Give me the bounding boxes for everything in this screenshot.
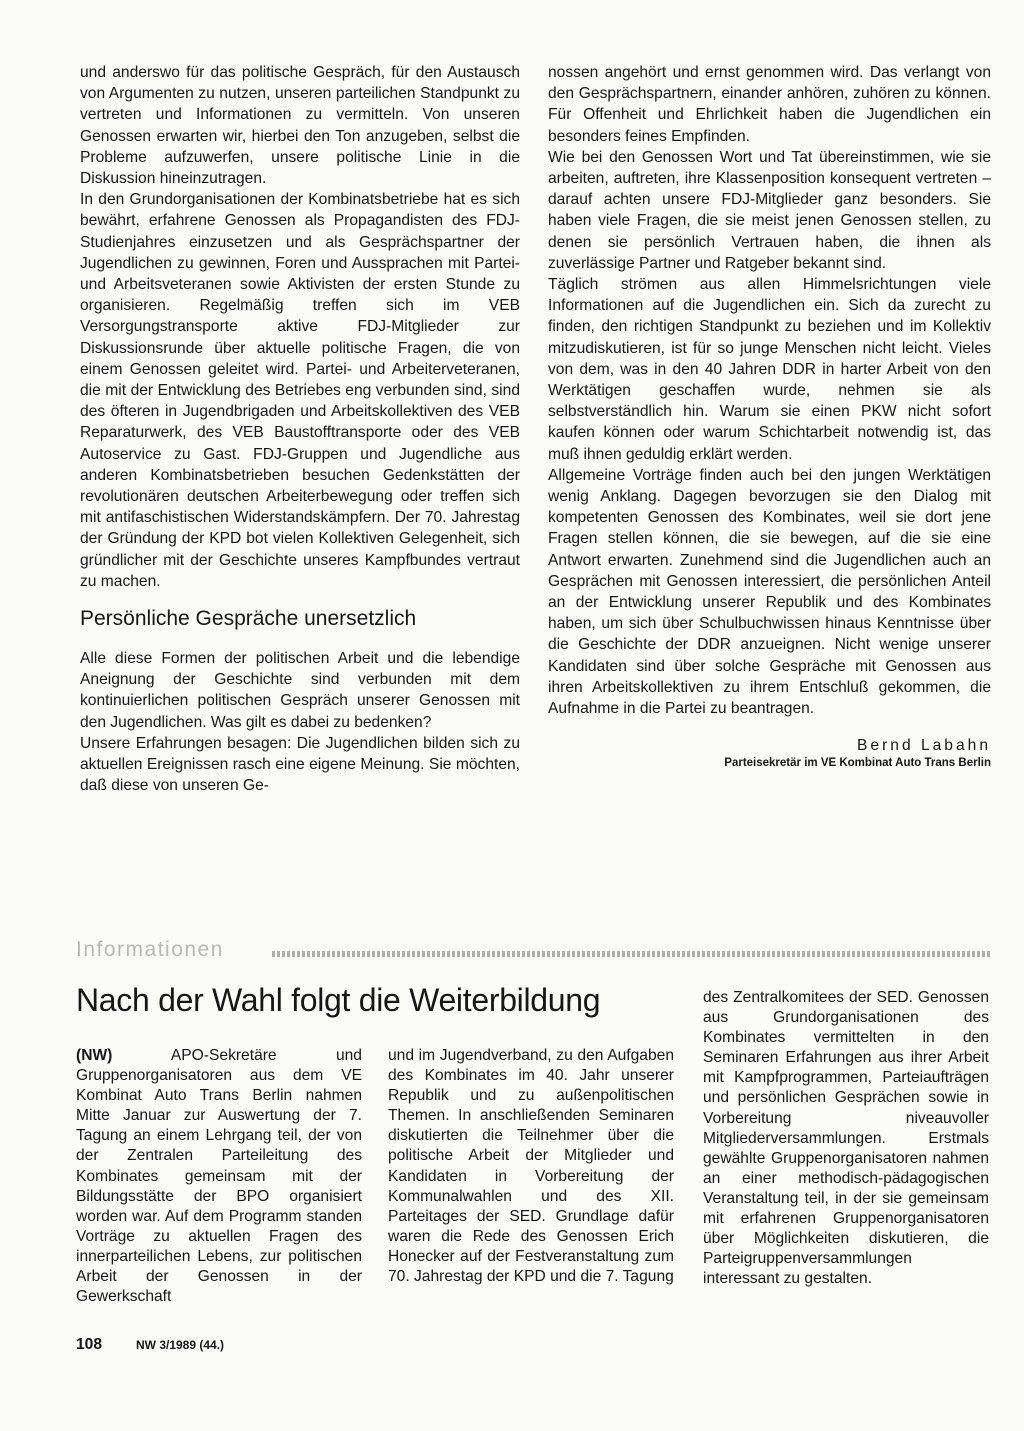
page-footer: [76, 1336, 476, 1360]
body-paragraph: Unsere Erfahrungen besagen: Die Jugendlichen bilden sich zu aktuellen Ereignissen rasch eine eigene Meinung. Sie möchten, daß diese von unseren Ge-: [80, 734, 520, 795]
body-paragraph: und anderswo für das politische Gespräch, für den Austausch von Argumenten zu nutzen, unseren parteilichen Standpunkt zu vertreten und Informationen zu vermitteln. Von unseren Genossen erwarten wir, hierbei den Ton anzugeben, selbst die Probleme aufzuwerfen, unsere politische Linie in die Diskussion hineinzutragen.: [80, 64, 520, 188]
issue-label: NW 3/1989 (44.): [136, 1338, 225, 1352]
body-paragraph: Alle diese Formen der politischen Arbeit und die lebendige Aneignung der Geschichte sind verbunden mit dem kontinuierlichen politischen Gespräch unserer Genossen mit den Jugendlichen. Was gilt es dabei zu bedenken?: [80, 650, 520, 731]
body-paragraph: [76, 1046, 362, 1307]
author-role: Parteisekretär im VE Kombinat Auto Trans Berlin: [724, 757, 991, 770]
source-tag: (NW): [76, 1047, 113, 1064]
article-right-column: [548, 62, 991, 769]
article-headline: Nach der Wahl folgt die Weiterbildung: [76, 982, 601, 1018]
page-number: 108: [76, 1336, 103, 1353]
section-subheading: Persönliche Gespräche unersetzlich: [80, 607, 417, 631]
body-paragraph: Allgemeine Vorträge finden auch bei den jungen Werktätigen wenig Anklang. Dagegen bevorzugen sie den Dialog mit kompetenten Genossen des Kombinates, weil sie dort jene Fragen stellen können, die sie bewegen, auf die sie eine Antwort erwarten. Zunehmend sind die Jugendlichen auch an Gesprächen mit Genossen interessiert, die persönlichen Anteil an der Entwicklung unserer Republik und des Kombinates haben, um sich über Schulbuchwissen hinaus Kenntnisse über die Geschichte der DDR anzueignen. Nicht wenige unserer Kandidaten sind über solche Gespräche mit Genossen aus ihren Arbeitskollektiven zu ihrem Entschluß gekommen, die Aufnahme in die Partei zu beantragen.: [548, 466, 991, 718]
column-text: APO-Sekretäre und Gruppenorganisatoren aus dem VE Kombinat Auto Trans Berlin nahmen Mitte Januar zur Auswertung der 7. Tagung an einem Lehrgang teil, der von der Zentralen Parteileitung des Kombinates gemeinsam mit der Bildungsstätte der BPO organisiert worden war. Auf dem Programm standen Vorträge zu aktuellen Fragen des innerparteilichen Lebens, zur politischen Arbeit der Genossen in der Gewerkschaft: [76, 1047, 362, 1306]
news-column-1: [76, 1046, 362, 1307]
author-name: Bernd Labahn: [857, 737, 991, 755]
body-paragraph: und im Jugendverband, zu den Aufgaben des Kombinates im 40. Jahr unserer Republik und zu außenpolitischen Themen. In anschließenden Seminaren diskutierten die Teilnehmer über die politische Arbeit der Mitglieder und Kandidaten in Vorbereitung der Kommunalwahlen und des XII. Parteitages der SED. Grundlage dafür waren die Rede des Genossen Erich Honecker auf der Festveranstaltung zum 70. Jahrestag der KPD und die 7. Tagung: [388, 1047, 674, 1286]
news-column-2: [388, 1046, 674, 1287]
body-paragraph: des Zentralkomitees der SED. Genossen aus Grundorganisationen des Kombinates vermittelten in den Seminaren Erfahrungen aus ihrer Arbeit mit Kampfprogrammen, Parteiaufträgen und persönlichen Gesprächen sowie in Vorbereitung niveauvoller Mitgliederversammlungen. Erstmals gewählte Gruppenorganisatoren nahmen an einer methodisch-pädagogischen Veranstaltung teil, in der sie gemeinsam mit erfahrenen Gruppenorganisatoren über Möglichkeiten diskutieren, die Parteigruppenversammlungen interessant zu gestalten.: [703, 989, 989, 1288]
body-paragraph: Wie bei den Genossen Wort und Tat übereinstimmen, wie sie arbeiten, auftreten, ihre Klassenposition konsequent vertreten – darauf achten unsere FDJ-Mitglieder ganz besonders. Sie haben viele Fragen, die sie meist jenen Genossen stellen, zu denen sie persönlich Vertrauen haben, die ihnen als zuverlässige Partner und Ratgeber bekannt sind.: [548, 148, 991, 272]
section-label: Informationen: [76, 938, 224, 961]
body-paragraph: Täglich strömen aus allen Himmelsrichtungen viele Informationen auf die Jugendlichen ein. Sich da zurecht zu finden, den richtigen Standpunkt zu beziehen und im Kollektiv mitzudiskutieren, ist für so junge Menschen nicht leicht. Vieles von dem, was in den 40 Jahren DDR in harter Arbeit von den Werktätigen geschaffen wurde, nehmen sie als selbstverständlich hin. Warum sie einen PKW nicht sofort kaufen können oder warum Schichtarbeit notwendig ist, das muß ihnen geduldig erklärt werden.: [548, 276, 991, 463]
divider-rule: [272, 951, 992, 957]
body-paragraph: In den Grundorganisationen der Kombinatsbetriebe hat es sich bewährt, erfahrene Genossen als Propagandisten des FDJ-Studienjahres einzusetzen und als Gesprächspartner der Jugendlichen zu gewinnen, Foren und Aussprachen mit Partei- und Arbeitsveteranen sowie Aktivisten der ersten Stunde zu organisieren. Regelmäßig treffen sich im VEB Versorgungstransporte aktive FDJ-Mitglieder zur Diskussionsrunde über aktuelle politische Fragen, die von einem Genossen geleitet wird. Partei- und Arbeiterveteranen, die mit der Entwicklung des Betriebes eng verbunden sind, sind des öfteren in Jugendbrigaden und Arbeitskollektiven des VEB Reparaturwerk, des VEB Baustofftransporte oder des VEB Autoservice zu Gast. FDJ-Gruppen und Jugendliche aus anderen Kombinatsbetrieben besuchen Gedenkstätten der revolutionären deutschen Arbeiterbewegung oder treffen sich mit antifaschistischen Widerstandskämpfern. Der 70. Jahrestag der Gründung der KPD bot vielen Kollektiven Gelegenheit, sich gründlicher mit der Geschichte unseres Kampfbundes vertraut zu machen.: [80, 191, 520, 590]
news-column-3: [703, 988, 989, 1289]
section-divider: [76, 938, 992, 968]
article-left-column: [80, 62, 520, 797]
body-paragraph: nossen angehört und ernst genommen wird. Das verlangt von den Gesprächspartnern, einander anhören, zuhören zu können. Für Offenheit und Ehrlichkeit haben die Jugendlichen ein besonders feines Empfinden.: [548, 64, 991, 145]
